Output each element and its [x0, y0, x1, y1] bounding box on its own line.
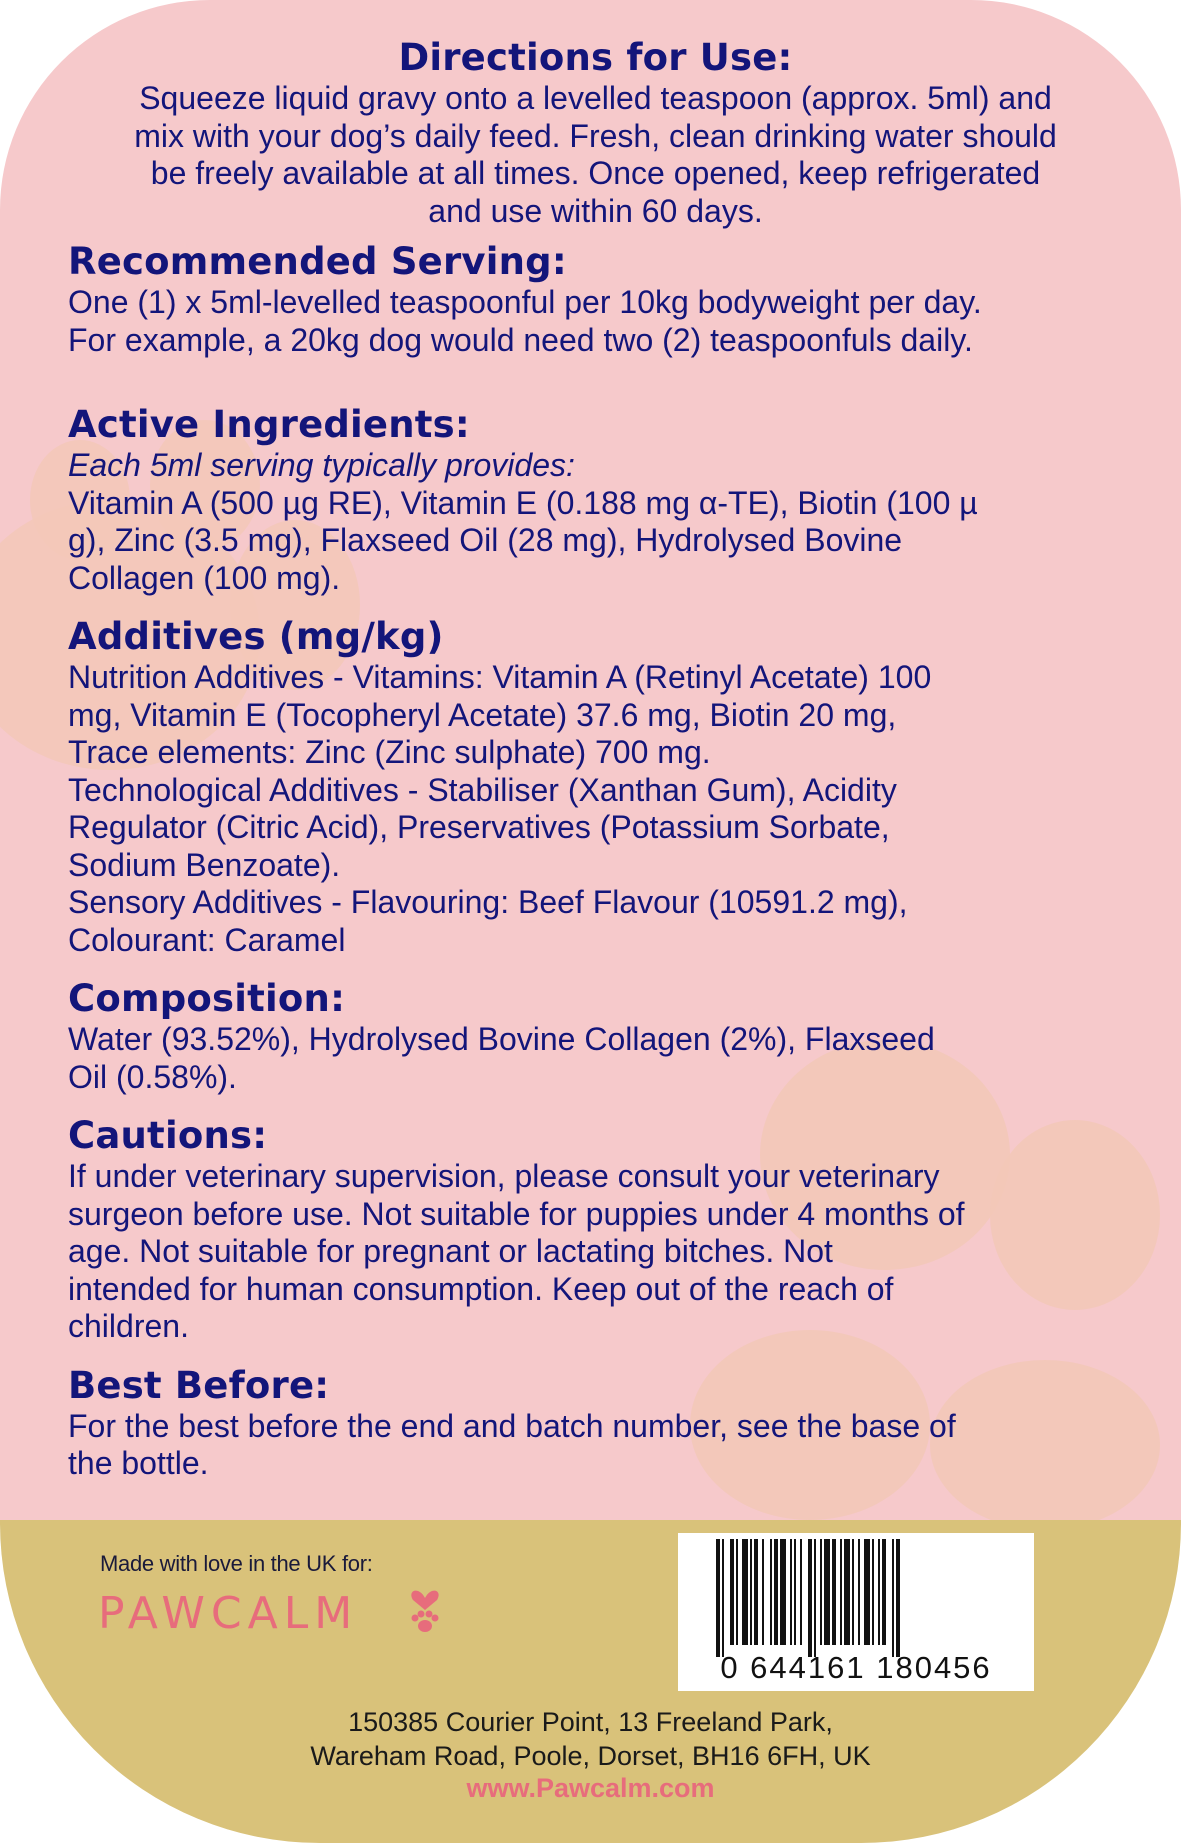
serving-line: For example, a 20kg dog would need two (2) teaspoonfuls daily.	[68, 321, 973, 358]
serving-line: One (1) x 5ml-levelled teaspoonful per 10kg bodyweight per day.	[68, 284, 982, 320]
barcode-bar	[852, 1539, 854, 1645]
best-before-line: For the best before the end and batch number, see the base of	[68, 1407, 956, 1444]
active-ingredients-line: Vitamin A (500 µg RE), Vitamin E (0.188 mg α-TE), Biotin (100 µ	[68, 484, 978, 521]
composition-line: Water (93.52%), Hydrolysed Bovine Collagen (2%), Flaxseed	[68, 1021, 935, 1057]
additives-line: Sodium Benzoate).	[68, 846, 341, 883]
barcode-bar	[750, 1539, 752, 1645]
active-ingredients-line: Collagen (100 mg).	[68, 559, 341, 596]
barcode-bar	[790, 1539, 792, 1645]
barcode-bar	[736, 1539, 738, 1645]
composition-heading: Composition:	[68, 977, 346, 1020]
address-line: 150385 Courier Point, 13 Freeland Park,	[348, 1707, 833, 1737]
additives-line: Colourant: Caramel	[68, 921, 346, 958]
composition-line: Oil (0.58%).	[68, 1058, 237, 1095]
website-link[interactable]: www.Pawcalm.com	[466, 1773, 715, 1803]
cautions-line: surgeon before use. Not suitable for puppies under 4 months of	[68, 1195, 965, 1232]
label-text-content	[68, 36, 1123, 1483]
barcode-bar	[820, 1539, 822, 1645]
barcode-bar	[770, 1539, 772, 1645]
directions-line: be freely available at all times. Once opened, keep refrigerated	[150, 155, 1041, 191]
barcode-bar	[762, 1539, 764, 1645]
active-ingredients-section	[68, 403, 1123, 597]
barcode-bar	[754, 1539, 758, 1645]
barcode-bar	[864, 1539, 870, 1645]
best-before-section	[68, 1364, 1123, 1483]
cautions-section	[68, 1114, 1123, 1346]
barcode-bar	[722, 1539, 724, 1657]
cautions-line: children.	[68, 1308, 189, 1344]
barcode-bar	[892, 1539, 894, 1657]
additives-line: Nutrition Additives - Vitamins: Vitamin A (Retinyl Acetate) 100	[68, 659, 932, 695]
barcode-bar	[780, 1539, 786, 1645]
barcode-bar	[730, 1539, 734, 1645]
directions-line: Squeeze liquid gravy onto a levelled teaspoon (approx. 5ml) and	[139, 80, 1052, 116]
barcode-bar	[878, 1539, 880, 1645]
barcode-bar	[814, 1539, 816, 1657]
cautions-line: age. Not suitable for pregnant or lactating bitches. Not	[68, 1233, 833, 1269]
directions-section	[68, 36, 1123, 230]
barcode-bar	[840, 1539, 842, 1645]
made-with-love-text: Made with love in the UK for:	[100, 1551, 373, 1576]
barcode-bar	[832, 1539, 836, 1645]
active-ingredients-line: g), Zinc (3.5 mg), Flaxseed Oil (28 mg), Hydrolysed Bovine	[68, 522, 903, 558]
barcode	[678, 1533, 1034, 1691]
directions-heading: Directions for Use:	[398, 36, 793, 79]
composition-section	[68, 977, 1123, 1096]
barcode-bar	[800, 1539, 802, 1645]
additives-line: mg, Vitamin E (Tocopheryl Acetate) 37.6 mg, Biotin 20 mg,	[68, 696, 897, 733]
cautions-line: If under veterinary supervision, please consult your veterinary	[68, 1158, 940, 1194]
additives-heading: Additives (mg/kg)	[68, 615, 444, 658]
barcode-bar	[844, 1539, 850, 1645]
heart-paw-icon	[405, 1580, 445, 1636]
address-line: Wareham Road, Poole, Dorset, BH16 6FH, UK	[310, 1741, 871, 1771]
barcode-bar	[742, 1539, 748, 1645]
cautions-heading: Cautions:	[68, 1114, 268, 1157]
active-ingredients-heading: Active Ingredients:	[68, 403, 470, 446]
additives-line: Technological Additives - Stabiliser (Xanthan Gum), Acidity	[68, 771, 897, 808]
additives-line: Regulator (Citric Acid), Preservatives (Potassium Sorbate,	[68, 809, 890, 845]
best-before-line: the bottle.	[68, 1445, 209, 1481]
additives-section	[68, 615, 1123, 959]
barcode-bar	[882, 1539, 886, 1645]
barcode-bar	[858, 1539, 860, 1645]
serving-section	[68, 240, 1123, 359]
active-ingredients-intro: Each 5ml serving typically provides:	[68, 447, 575, 483]
barcode-bar	[716, 1539, 720, 1657]
barcode-bar	[824, 1539, 830, 1645]
barcode-bar	[794, 1539, 796, 1645]
serving-heading: Recommended Serving:	[68, 240, 567, 283]
barcode-number: 0 644161 180456	[720, 1650, 992, 1685]
additives-line: Sensory Additives - Flavouring: Beef Flavour (10591.2 mg),	[68, 884, 908, 920]
barcode-bar	[872, 1539, 874, 1645]
directions-line: mix with your dog’s daily feed. Fresh, clean drinking water should	[134, 117, 1057, 154]
barcode-bar	[774, 1539, 778, 1645]
directions-line: and use within 60 days.	[428, 192, 763, 229]
brand-logo: PAWCALM	[98, 1588, 359, 1639]
barcode-bar	[896, 1539, 900, 1657]
best-before-heading: Best Before:	[68, 1363, 330, 1407]
barcode-bar	[808, 1539, 812, 1657]
cautions-line: intended for human consumption. Keep out of the reach of	[68, 1270, 894, 1307]
additives-line: Trace elements: Zinc (Zinc sulphate) 700 mg.	[68, 734, 711, 770]
address	[0, 1705, 1181, 1773]
